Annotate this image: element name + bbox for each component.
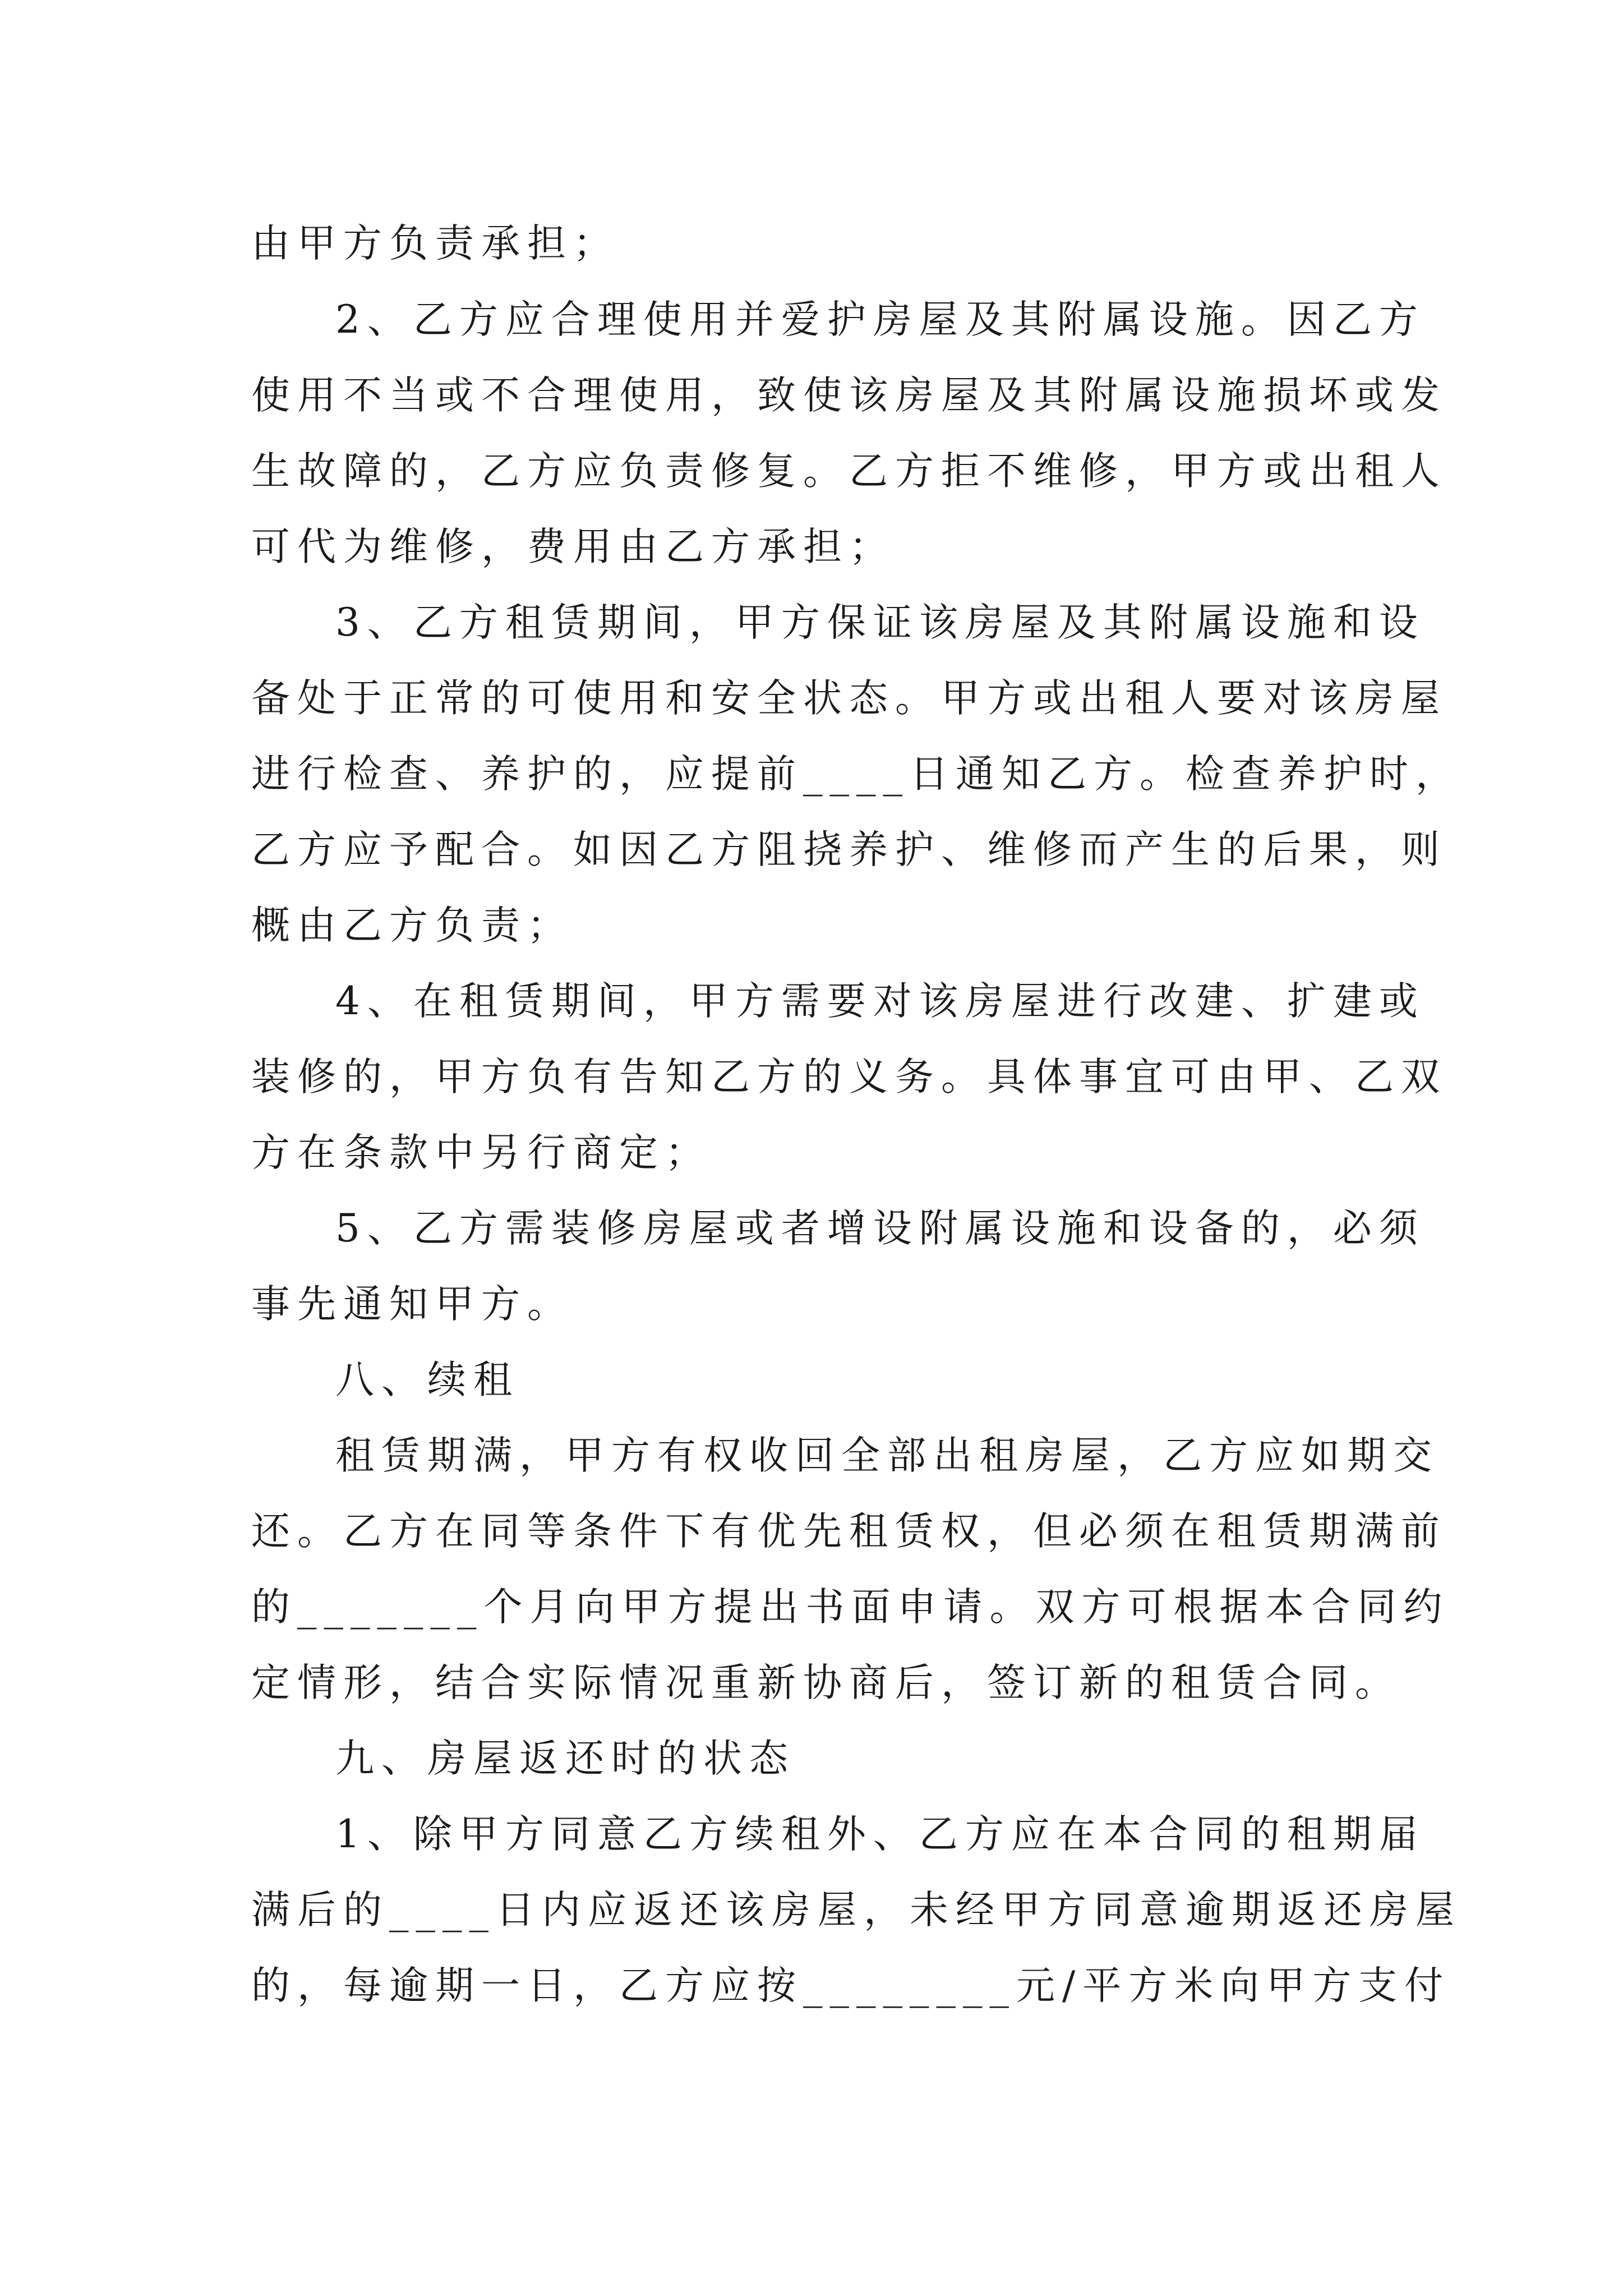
- text-line: 定情形，结合实际情况重新协商后，签订新的租赁合同。: [251, 1660, 1401, 1705]
- text-line: 备处于正常的可使用和安全状态。甲方或出租人要对该房屋: [251, 676, 1447, 721]
- text-line: 5、乙方需装修房屋或者增设附属设施和设备的，必须: [335, 1206, 1425, 1251]
- text-line: 1、除甲方同意乙方续租外、乙方应在本合同的租期届: [335, 1812, 1425, 1857]
- text-line: 可代为维修，费用由乙方承担；: [251, 524, 895, 569]
- text-line: 2、乙方应合理使用并爱护房屋及其附属设施。因乙方: [335, 297, 1425, 342]
- text-line: 装修的，甲方负有告知乙方的义务。具体事宜可由甲、乙双: [251, 1055, 1447, 1099]
- text-line: 乙方应予配合。如因乙方阻挠养护、维修而产生的后果，则: [251, 827, 1447, 872]
- text-line: 由甲方负责承担；: [251, 221, 619, 266]
- text-line: 4、在租赁期间，甲方需要对该房屋进行改建、扩建或: [335, 979, 1425, 1024]
- text-line: 使用不当或不合理使用，致使该房屋及其附属设施损坏或发: [251, 373, 1447, 418]
- text-line: 方在条款中另行商定；: [251, 1130, 711, 1175]
- text-line: 事先通知甲方。: [251, 1282, 573, 1327]
- text-line: 的_______个月向甲方提出书面申请。双方可根据本合同约: [251, 1585, 1450, 1630]
- section-heading: 九、房屋返还时的状态: [335, 1736, 795, 1781]
- text-line: 租赁期满，甲方有权收回全部出租房屋，乙方应如期交: [335, 1433, 1439, 1478]
- text-line: 的，每逾期一日，乙方应按________元/平方米向甲方支付: [251, 1963, 1451, 2008]
- text-line: 概由乙方负责；: [251, 903, 573, 948]
- text-line: 3、乙方租赁期间，甲方保证该房屋及其附属设施和设: [335, 600, 1425, 645]
- text-line: 生故障的，乙方应负责修复。乙方拒不维修，甲方或出租人: [251, 449, 1447, 494]
- section-heading: 八、续租: [335, 1358, 519, 1402]
- text-line: 满后的____日内应返还该房屋，未经甲方同意逾期返还房屋: [251, 1888, 1461, 1932]
- text-line: 还。乙方在同等条件下有优先租赁权，但必须在租赁期满前: [251, 1509, 1447, 1554]
- text-line: 进行检查、养护的，应提前____日通知乙方。检查养护时，: [251, 752, 1461, 797]
